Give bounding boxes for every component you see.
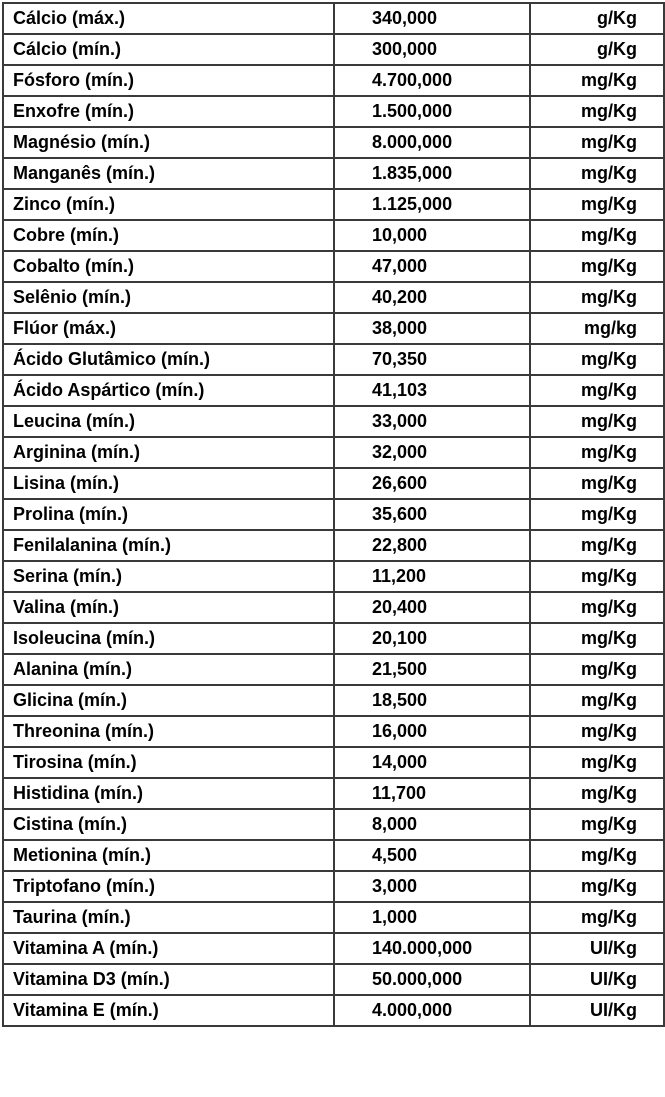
nutrient-name-cell: Magnésio (mín.)	[3, 127, 334, 158]
nutrient-value-cell: 32,000	[334, 437, 530, 468]
table-row	[3, 592, 664, 623]
nutrient-unit-cell: mg/Kg	[530, 251, 664, 282]
nutrient-unit-cell: mg/Kg	[530, 592, 664, 623]
nutrient-unit-cell: mg/Kg	[530, 871, 664, 902]
nutrient-value-cell: 41,103	[334, 375, 530, 406]
nutrient-value-cell: 11,700	[334, 778, 530, 809]
nutrient-unit-cell: mg/Kg	[530, 809, 664, 840]
nutrient-name-cell: Serina (mín.)	[3, 561, 334, 592]
table-row	[3, 313, 664, 344]
nutrient-value-cell: 47,000	[334, 251, 530, 282]
nutrient-name-cell: Tirosina (mín.)	[3, 747, 334, 778]
nutrient-name-cell: Threonina (mín.)	[3, 716, 334, 747]
table-row	[3, 933, 664, 964]
nutrient-name-cell: Ácido Aspártico (mín.)	[3, 375, 334, 406]
nutrient-table-body	[3, 3, 664, 1026]
nutrient-unit-cell: mg/Kg	[530, 65, 664, 96]
nutrient-value-cell: 22,800	[334, 530, 530, 561]
nutrient-value-cell: 70,350	[334, 344, 530, 375]
table-row	[3, 778, 664, 809]
nutrient-value-cell: 16,000	[334, 716, 530, 747]
nutrient-unit-cell: mg/Kg	[530, 716, 664, 747]
nutrient-name-cell: Lisina (mín.)	[3, 468, 334, 499]
table-row	[3, 840, 664, 871]
nutrient-value-cell: 10,000	[334, 220, 530, 251]
table-row	[3, 809, 664, 840]
nutrient-value-cell: 11,200	[334, 561, 530, 592]
table-row	[3, 96, 664, 127]
table-row	[3, 964, 664, 995]
table-row	[3, 654, 664, 685]
nutrient-unit-cell: mg/Kg	[530, 654, 664, 685]
nutrient-unit-cell: UI/Kg	[530, 964, 664, 995]
nutrient-unit-cell: mg/Kg	[530, 623, 664, 654]
table-row	[3, 375, 664, 406]
nutrient-value-cell: 35,600	[334, 499, 530, 530]
nutrient-name-cell: Manganês (mín.)	[3, 158, 334, 189]
nutrient-unit-cell: mg/Kg	[530, 468, 664, 499]
nutrient-value-cell: 340,000	[334, 3, 530, 34]
nutrient-value-cell: 20,400	[334, 592, 530, 623]
table-row	[3, 406, 664, 437]
nutrient-name-cell: Cálcio (mín.)	[3, 34, 334, 65]
table-row	[3, 344, 664, 375]
nutrient-unit-cell: mg/Kg	[530, 127, 664, 158]
nutrient-name-cell: Ácido Glutâmico (mín.)	[3, 344, 334, 375]
table-row	[3, 623, 664, 654]
table-row	[3, 871, 664, 902]
nutrient-unit-cell: mg/Kg	[530, 406, 664, 437]
nutrient-unit-cell: mg/Kg	[530, 840, 664, 871]
nutrient-name-cell: Fenilalanina (mín.)	[3, 530, 334, 561]
table-row	[3, 716, 664, 747]
nutrient-name-cell: Cálcio (máx.)	[3, 3, 334, 34]
nutrient-name-cell: Cobalto (mín.)	[3, 251, 334, 282]
nutrient-name-cell: Flúor (máx.)	[3, 313, 334, 344]
table-row	[3, 437, 664, 468]
nutrient-name-cell: Histidina (mín.)	[3, 778, 334, 809]
nutrient-unit-cell: mg/Kg	[530, 282, 664, 313]
table-row	[3, 561, 664, 592]
nutrient-unit-cell: mg/Kg	[530, 747, 664, 778]
table-row	[3, 158, 664, 189]
nutrient-name-cell: Cobre (mín.)	[3, 220, 334, 251]
nutrient-value-cell: 8.000,000	[334, 127, 530, 158]
nutrient-name-cell: Zinco (mín.)	[3, 189, 334, 220]
nutrient-name-cell: Alanina (mín.)	[3, 654, 334, 685]
nutrient-unit-cell: mg/Kg	[530, 530, 664, 561]
nutrient-unit-cell: mg/Kg	[530, 96, 664, 127]
nutrient-value-cell: 26,600	[334, 468, 530, 499]
nutrient-unit-cell: mg/kg	[530, 313, 664, 344]
nutrient-table	[2, 2, 665, 1027]
table-row	[3, 3, 664, 34]
nutrient-value-cell: 1.500,000	[334, 96, 530, 127]
nutrient-value-cell: 18,500	[334, 685, 530, 716]
nutrient-value-cell: 33,000	[334, 406, 530, 437]
nutrient-value-cell: 1,000	[334, 902, 530, 933]
nutrient-unit-cell: mg/Kg	[530, 499, 664, 530]
nutrient-unit-cell: g/Kg	[530, 34, 664, 65]
nutrient-name-cell: Vitamina E (mín.)	[3, 995, 334, 1026]
table-row	[3, 127, 664, 158]
nutrient-value-cell: 140.000,000	[334, 933, 530, 964]
nutrient-value-cell: 1.835,000	[334, 158, 530, 189]
nutrient-name-cell: Fósforo (mín.)	[3, 65, 334, 96]
table-row	[3, 220, 664, 251]
table-row	[3, 499, 664, 530]
table-row	[3, 685, 664, 716]
nutrient-name-cell: Arginina (mín.)	[3, 437, 334, 468]
table-row	[3, 468, 664, 499]
table-row	[3, 34, 664, 65]
table-row	[3, 251, 664, 282]
nutrient-value-cell: 4.000,000	[334, 995, 530, 1026]
table-row	[3, 995, 664, 1026]
nutrient-value-cell: 300,000	[334, 34, 530, 65]
nutrient-value-cell: 4,500	[334, 840, 530, 871]
table-row	[3, 189, 664, 220]
nutrient-value-cell: 8,000	[334, 809, 530, 840]
table-row	[3, 65, 664, 96]
nutrient-name-cell: Glicina (mín.)	[3, 685, 334, 716]
nutrient-name-cell: Taurina (mín.)	[3, 902, 334, 933]
nutrient-value-cell: 14,000	[334, 747, 530, 778]
table-row	[3, 902, 664, 933]
nutrient-name-cell: Metionina (mín.)	[3, 840, 334, 871]
nutrient-value-cell: 3,000	[334, 871, 530, 902]
table-row	[3, 747, 664, 778]
nutrient-unit-cell: UI/Kg	[530, 933, 664, 964]
nutrient-unit-cell: mg/Kg	[530, 344, 664, 375]
nutrient-value-cell: 20,100	[334, 623, 530, 654]
nutrient-name-cell: Triptofano (mín.)	[3, 871, 334, 902]
table-row	[3, 530, 664, 561]
nutrient-unit-cell: mg/Kg	[530, 778, 664, 809]
nutrient-name-cell: Isoleucina (mín.)	[3, 623, 334, 654]
nutrient-value-cell: 38,000	[334, 313, 530, 344]
nutrient-name-cell: Prolina (mín.)	[3, 499, 334, 530]
nutrient-unit-cell: mg/Kg	[530, 685, 664, 716]
nutrient-name-cell: Vitamina D3 (mín.)	[3, 964, 334, 995]
nutrient-unit-cell: g/Kg	[530, 3, 664, 34]
nutrient-value-cell: 1.125,000	[334, 189, 530, 220]
nutrient-name-cell: Enxofre (mín.)	[3, 96, 334, 127]
table-row	[3, 282, 664, 313]
nutrient-unit-cell: mg/Kg	[530, 375, 664, 406]
nutrient-value-cell: 40,200	[334, 282, 530, 313]
nutrient-unit-cell: UI/Kg	[530, 995, 664, 1026]
nutrient-unit-cell: mg/Kg	[530, 189, 664, 220]
nutrient-name-cell: Cistina (mín.)	[3, 809, 334, 840]
nutrient-name-cell: Leucina (mín.)	[3, 406, 334, 437]
nutrient-unit-cell: mg/Kg	[530, 220, 664, 251]
nutrient-value-cell: 50.000,000	[334, 964, 530, 995]
nutrient-value-cell: 21,500	[334, 654, 530, 685]
nutrient-unit-cell: mg/Kg	[530, 158, 664, 189]
nutrient-name-cell: Valina (mín.)	[3, 592, 334, 623]
nutrient-unit-cell: mg/Kg	[530, 561, 664, 592]
nutrient-unit-cell: mg/Kg	[530, 437, 664, 468]
nutrient-value-cell: 4.700,000	[334, 65, 530, 96]
nutrient-name-cell: Vitamina A (mín.)	[3, 933, 334, 964]
nutrient-name-cell: Selênio (mín.)	[3, 282, 334, 313]
nutrient-unit-cell: mg/Kg	[530, 902, 664, 933]
